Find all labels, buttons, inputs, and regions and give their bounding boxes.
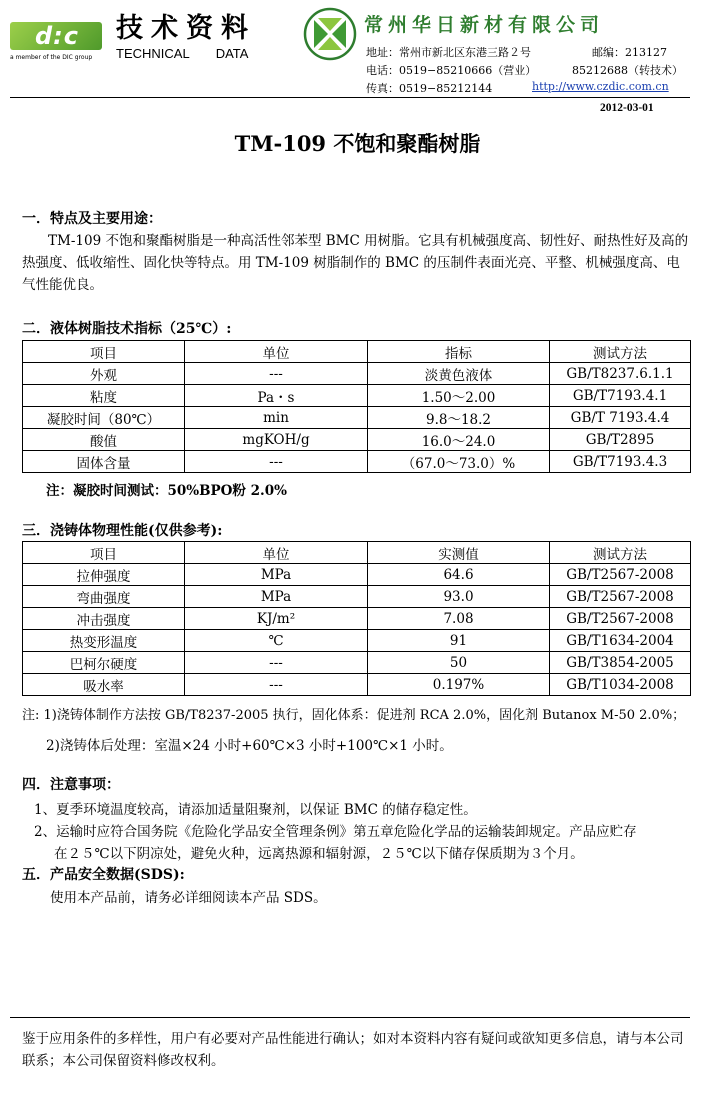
table-cell: 凝胶时间（80℃） bbox=[23, 407, 185, 429]
table-header-row bbox=[23, 341, 691, 363]
table-cell: ℃ bbox=[185, 630, 368, 652]
table-cell: GB/T8237.6.1.1 bbox=[550, 363, 691, 385]
table-header-cell: 测试方法 bbox=[550, 341, 691, 363]
table-cell: GB/T2895 bbox=[550, 429, 691, 451]
table-cell: 巴柯尔硬度 bbox=[23, 652, 185, 674]
gel-time-note: 注：凝胶时间测试：50%BPO粉 2.0% bbox=[46, 483, 287, 499]
postal-code: 邮编：213127 bbox=[592, 46, 667, 59]
table-row bbox=[23, 363, 691, 385]
title-en-word: DATA bbox=[215, 46, 249, 61]
table-cell: 外观 bbox=[23, 363, 185, 385]
dic-logo-text: d:c bbox=[34, 22, 79, 50]
table-cell: 1.50～2.00 bbox=[368, 385, 550, 407]
table-cell: 吸水率 bbox=[23, 674, 185, 696]
table-header-cell: 测试方法 bbox=[550, 542, 691, 564]
dic-group-tagline: a member of the DIC group bbox=[10, 54, 93, 61]
company-address: 地址：常州市新北区东港三路２号 bbox=[366, 46, 531, 59]
table-cell: GB/T1034-2008 bbox=[550, 674, 691, 696]
casting-method-note: 注: 1)浇铸体制作方法按 GB/T8237-2005 执行，固化体系：促进剂 RCA 2.0%，固化剂 Butanox M-50 2.0%； bbox=[22, 708, 686, 723]
table-cell: 拉伸强度 bbox=[23, 564, 185, 586]
section-2-heading: 二．液体树脂技术指标（25℃）: bbox=[22, 321, 232, 337]
footer-divider bbox=[10, 1017, 690, 1018]
header-divider bbox=[10, 97, 690, 98]
table-cell: Pa・s bbox=[185, 385, 368, 407]
precaution-item-2-cont: 在２５℃以下阴凉处，避免火种，远离热源和辐射源，２５℃以下储存保质期为３个月。 bbox=[54, 846, 584, 862]
table-cell: 0.197% bbox=[368, 674, 550, 696]
table-cell: GB/T7193.4.3 bbox=[550, 451, 691, 473]
table-header-cell: 单位 bbox=[185, 341, 368, 363]
table-cell: GB/T1634-2004 bbox=[550, 630, 691, 652]
table-cell: --- bbox=[185, 451, 368, 473]
table-cell: GB/T3854-2005 bbox=[550, 652, 691, 674]
post-cure-note: 2)浇铸体后处理：室温×24 小时+60℃×3 小时+100℃×1 小时。 bbox=[46, 738, 453, 754]
table-cell: 酸值 bbox=[23, 429, 185, 451]
table-cell: KJ/m² bbox=[185, 608, 368, 630]
section-3-heading: 三．浇铸体物理性能(仅供参考): bbox=[22, 523, 223, 539]
section-5-heading: 五．产品安全数据(SDS): bbox=[22, 867, 185, 883]
document-date: 2012-03-01 bbox=[600, 102, 654, 114]
table-cell: MPa bbox=[185, 564, 368, 586]
disclaimer-footer: 鉴于应用条件的多样性，用户有必要对产品性能进行确认；如对本资料内容有疑问或欲知更多信息，请与本公司联系；本公司保留资料修改权利。 bbox=[22, 1031, 684, 1069]
table-header-cell: 实测值 bbox=[368, 542, 550, 564]
table-cell: 93.0 bbox=[368, 586, 550, 608]
table-cell: MPa bbox=[185, 586, 368, 608]
table-row bbox=[23, 586, 691, 608]
table-header-cell: 指标 bbox=[368, 341, 550, 363]
table-cell: GB/T2567-2008 bbox=[550, 564, 691, 586]
table-cell: min bbox=[185, 407, 368, 429]
table-row bbox=[23, 630, 691, 652]
fax-number: 传真：0519−85212144 bbox=[366, 82, 493, 95]
company-name: 常州华日新材有限公司 bbox=[364, 14, 605, 36]
table-cell: 弯曲强度 bbox=[23, 586, 185, 608]
table-cell: --- bbox=[185, 363, 368, 385]
table-header-cell: 项目 bbox=[23, 341, 185, 363]
table-cell: --- bbox=[185, 652, 368, 674]
table-row bbox=[23, 652, 691, 674]
table-cell: GB/T7193.4.1 bbox=[550, 385, 691, 407]
table-row bbox=[23, 608, 691, 630]
table-cell: 64.6 bbox=[368, 564, 550, 586]
section-4-heading: 四．注意事项： bbox=[22, 777, 120, 793]
table-cell: 冲击强度 bbox=[23, 608, 185, 630]
resin-spec-table bbox=[22, 340, 691, 473]
table-row bbox=[23, 451, 691, 473]
precaution-item-2: 2、运输时应符合国务院《危险化学品安全管理条例》第五章危险化学品的运输装卸规定。产品应贮存 bbox=[34, 824, 637, 840]
technical-phone: 85212688（转技术） bbox=[572, 64, 683, 77]
casting-properties-table bbox=[22, 541, 691, 696]
table-row bbox=[23, 407, 691, 429]
table-row bbox=[23, 429, 691, 451]
table-header-row bbox=[23, 542, 691, 564]
section-1-text: TM-109 不饱和聚酯树脂是一种高活性邻苯型 BMC 用树脂。它具有机械强度高、韧性好、耐热性好及高的热强度、低收缩性、固化快等特点。用 TM-109 树脂制作的 BMC 的压制件表面光亮、平整、机械强度高、电气性能优良。 bbox=[22, 233, 689, 293]
table-cell: 7.08 bbox=[368, 608, 550, 630]
table-row bbox=[23, 674, 691, 696]
title-en-word: TECHNICAL bbox=[116, 46, 190, 61]
table-cell: 9.8～18.2 bbox=[368, 407, 550, 429]
company-emblem-icon bbox=[302, 6, 358, 62]
table-cell: 91 bbox=[368, 630, 550, 652]
document-title: TM-109 不饱和聚酯树脂 bbox=[234, 131, 481, 156]
section-5-text: 使用本产品前，请务必详细阅读本产品 SDS。 bbox=[50, 890, 327, 906]
technical-data-title-en bbox=[116, 46, 274, 61]
table-cell: 粘度 bbox=[23, 385, 185, 407]
table-cell: 淡黄色液体 bbox=[368, 363, 550, 385]
table-cell: --- bbox=[185, 674, 368, 696]
table-cell: 50 bbox=[368, 652, 550, 674]
company-website-link[interactable]: http://www.czdic.com.cn bbox=[532, 80, 669, 93]
table-header-cell: 项目 bbox=[23, 542, 185, 564]
technical-data-title-cn: 技术资料 bbox=[116, 13, 256, 44]
table-cell: mgKOH/g bbox=[185, 429, 368, 451]
table-cell: （67.0～73.0）% bbox=[368, 451, 550, 473]
table-header-cell: 单位 bbox=[185, 542, 368, 564]
table-cell: 固体含量 bbox=[23, 451, 185, 473]
table-cell: GB/T 7193.4.4 bbox=[550, 407, 691, 429]
table-cell: GB/T2567-2008 bbox=[550, 586, 691, 608]
sales-phone: 电话：0519−85210666（营业） bbox=[366, 64, 537, 77]
section-1-heading: 一．特点及主要用途： bbox=[22, 211, 162, 227]
table-cell: 16.0～24.0 bbox=[368, 429, 550, 451]
table-cell: 热变形温度 bbox=[23, 630, 185, 652]
precaution-item-1: 1、夏季环境温度较高，请添加适量阻聚剂，以保证 BMC 的储存稳定性。 bbox=[34, 802, 477, 818]
table-row bbox=[23, 564, 691, 586]
table-row bbox=[23, 385, 691, 407]
table-cell: GB/T2567-2008 bbox=[550, 608, 691, 630]
